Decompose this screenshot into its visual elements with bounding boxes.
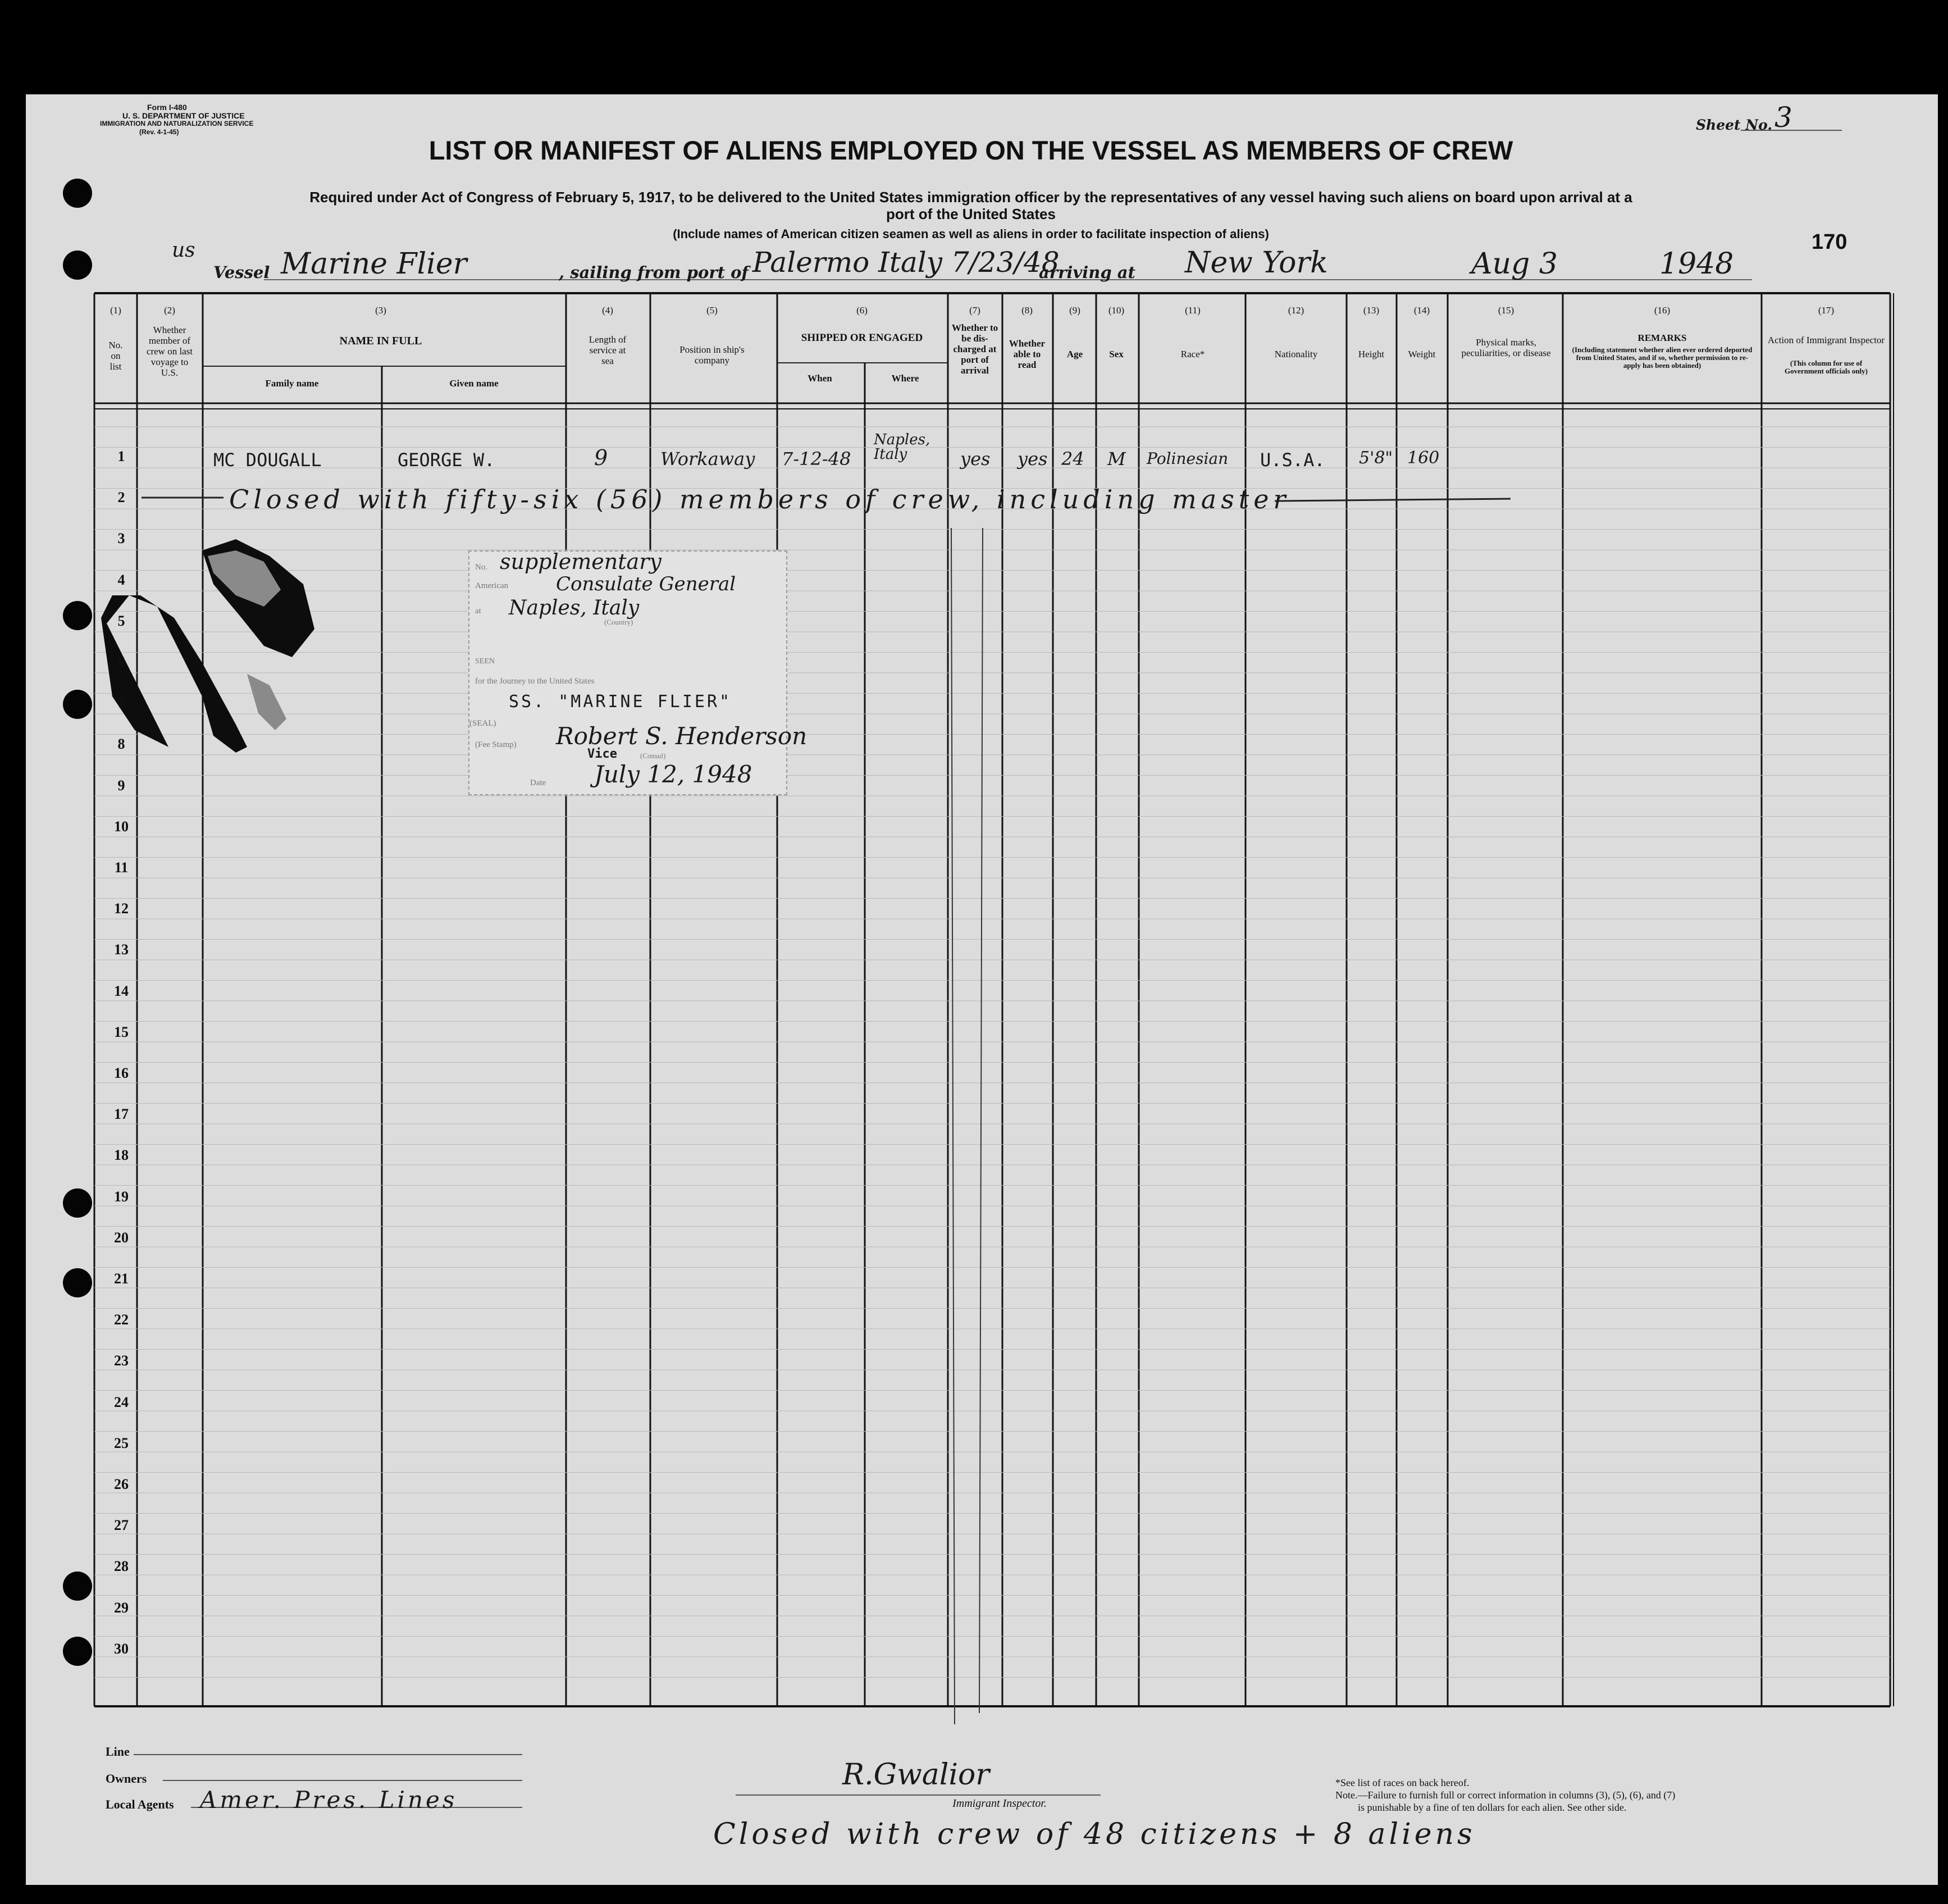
stamp-seal-label: (SEAL): [469, 719, 496, 728]
col1-header: No. on list: [108, 340, 123, 372]
inspector-label: Immigrant Inspector.: [952, 1797, 1047, 1810]
col17-number: (17): [1818, 305, 1835, 316]
entry-when: 7-12-48: [782, 448, 851, 470]
col14-header: Weight: [1408, 349, 1436, 359]
subtitle-line-2: port of the United States: [886, 206, 1056, 222]
stamp-country-label: (Country): [604, 618, 633, 626]
col13-header: Height: [1358, 349, 1385, 359]
col4-number: (4): [602, 305, 613, 316]
arrival-date: Aug 3: [1471, 247, 1558, 281]
row-number: 7: [117, 695, 125, 712]
stamp-vice: Vice: [587, 747, 617, 761]
row2-closing-note: Closed with fifty-six (56) members of crew, including master: [229, 484, 1290, 514]
col6-header: SHIPPED OR ENGAGED: [801, 332, 923, 344]
subtitle-line-1: Required under Act of Congress of February 5, 1917, to be delivered to the United States immigration officer by the representatives of any vessel having such aliens on board upon arrival at a: [309, 189, 1632, 206]
page-number: 170: [1812, 230, 1847, 254]
row-number: 17: [114, 1106, 129, 1123]
pen-stroke: [979, 528, 983, 1713]
local-agents-label: Local Agents: [106, 1797, 174, 1811]
col17-header: Action of Immigrant Inspector: [1767, 335, 1885, 345]
row-number: 28: [114, 1558, 129, 1575]
row-number: 26: [114, 1476, 129, 1492]
row-number: 9: [117, 777, 125, 794]
row-number: 8: [117, 736, 125, 753]
col4-header: Length of service at sea: [588, 334, 627, 366]
entry-nationality: U.S.A.: [1260, 449, 1325, 471]
stamp-ship-name: SS. "MARINE FLIER": [509, 692, 732, 712]
inspector-signature: R.Gwalior: [842, 1758, 990, 1792]
row-number: 1: [117, 448, 125, 464]
col6a-header: When: [808, 373, 832, 384]
col13-number: (13): [1363, 305, 1380, 316]
col5-number: (5): [706, 305, 718, 316]
vessel-name: Marine Flier: [281, 247, 467, 281]
arrival-year: 1948: [1659, 247, 1734, 281]
row-number: 24: [114, 1393, 129, 1410]
entry-given-name: GEORGE W.: [398, 449, 495, 471]
sailing-label: , sailing from port of: [559, 263, 749, 282]
pen-stroke: [951, 528, 955, 1724]
form-number: Form I-480: [147, 103, 187, 112]
stamp-supplementary: supplementary: [500, 549, 662, 574]
sailing-port: Palermo Italy 7/23/48: [752, 246, 1060, 279]
entry-family-name: MC DOUGALL: [213, 449, 322, 471]
sheet-label: Sheet No.: [1696, 117, 1773, 133]
row-number: 10: [114, 818, 129, 835]
entry-service: 9: [594, 445, 608, 470]
entry-sex: M: [1107, 448, 1126, 470]
stamp-consul-label: (Consul): [640, 751, 666, 760]
row-number: 5: [117, 612, 125, 629]
col9-header: Age: [1066, 349, 1083, 359]
col3-header: NAME IN FULL: [339, 335, 422, 347]
col16-header: REMARKS: [1637, 332, 1687, 343]
col3a-header: Family name: [265, 378, 319, 389]
entry-race: Polinesian: [1147, 449, 1229, 468]
entry-position: Workaway: [660, 448, 755, 470]
col5-header: Position in ship's company: [679, 344, 745, 366]
page-title: LIST OR MANIFEST OF ALIENS EMPLOYED ON THE VESSEL AS MEMBERS OF CREW: [428, 135, 1513, 165]
row-number: 18: [114, 1147, 129, 1164]
col17-subheader: (This column for use of Government officials only): [1784, 359, 1868, 375]
handwritten-dash: [1275, 499, 1511, 501]
owners-label: Owners: [106, 1771, 147, 1785]
stamp-signature: Robert S. Henderson: [556, 722, 808, 750]
stamp-no-label: No.: [475, 563, 488, 572]
row-number: 12: [114, 900, 129, 917]
stamp-fee-label: (Fee Stamp): [475, 740, 517, 749]
row-number: 29: [114, 1599, 129, 1616]
local-agents-value: Amer. Pres. Lines: [200, 1786, 458, 1814]
footer-closing-note: Closed with crew of 48 citizens + 8 aliens: [713, 1818, 1476, 1851]
seal-fragment: [247, 674, 286, 730]
races-note: *See list of races on back hereof.: [1335, 1777, 1470, 1788]
row-number: 19: [114, 1188, 129, 1205]
entry-height: 5'8": [1359, 448, 1393, 468]
col8-header: Whether able to read: [1009, 338, 1046, 370]
row-number: 6: [117, 654, 125, 670]
entry-discharged: yes: [960, 448, 991, 470]
col16-subheader: (Including statement whether alien ever ordered deported from United States, and if so, whether permission to re-apply has been obtained): [1572, 345, 1753, 370]
row-number: 25: [114, 1434, 129, 1451]
row-number: 30: [114, 1640, 129, 1657]
col3b-header: Given name: [449, 378, 499, 389]
row-number: 14: [114, 982, 129, 999]
department-label: U. S. DEPARTMENT OF JUSTICE: [122, 111, 245, 120]
col7-number: (7): [969, 305, 980, 316]
sheet-number: 3: [1774, 101, 1792, 134]
revision-label: (Rev. 4-1-45): [139, 128, 179, 136]
row-number: 21: [114, 1270, 129, 1287]
entry-read: yes: [1018, 448, 1048, 470]
row-number: 27: [114, 1517, 129, 1534]
embossed-seal-shadow: [101, 539, 314, 753]
penalty-note-line2: is punishable by a fine of ten dollars for each alien. See other side.: [1358, 1802, 1627, 1813]
stamp-date-label: Date: [530, 778, 546, 787]
row-number: 23: [114, 1352, 129, 1369]
row-number: 4: [117, 571, 125, 588]
entry-weight: 160: [1407, 448, 1440, 468]
col12-header: Nationality: [1274, 349, 1318, 359]
stamp-consulate: Consulate General: [556, 573, 736, 595]
col7-header: Whether to be dis-charged at port of arrival: [951, 322, 998, 376]
col10-header: Sex: [1109, 349, 1124, 359]
stamp-journey-label: for the Journey to the United States: [475, 677, 595, 686]
entry-where: Naples, Italy: [874, 431, 930, 463]
col11-number: (11): [1185, 305, 1201, 316]
vessel-prefix: us: [172, 239, 195, 262]
row-number: 2: [117, 489, 125, 506]
col2-header: Whether member of crew on last voyage to U.S.: [146, 325, 193, 378]
row-number: 11: [114, 859, 129, 876]
col15-number: (15): [1498, 305, 1514, 316]
line-label: Line: [106, 1744, 130, 1759]
stamp-seen-label: SEEN: [475, 657, 495, 666]
row-number: 13: [114, 941, 129, 958]
col12-number: (12): [1288, 305, 1304, 316]
col3-number: (3): [375, 305, 386, 316]
row-number: 15: [114, 1023, 129, 1040]
stamp-american-label: American: [475, 581, 509, 590]
arriving-label: arriving at: [1039, 263, 1135, 282]
entry-age: 24: [1061, 448, 1084, 470]
col16-number: (16): [1654, 305, 1671, 316]
col9-number: (9): [1069, 305, 1080, 316]
col6b-header: Where: [891, 373, 919, 384]
col6-number: (6): [856, 305, 868, 316]
col15-header: Physical marks, peculiarities, or disease: [1461, 337, 1551, 358]
col1-number: (1): [110, 305, 121, 316]
vessel-label: Vessel: [213, 263, 270, 282]
service-label: IMMIGRATION AND NATURALIZATION SERVICE: [100, 120, 254, 127]
stamp-place: Naples, Italy: [509, 596, 640, 620]
penalty-note-line1: Note.—Failure to furnish full or correct information in columns (3), (5), (6), and (7): [1335, 1789, 1676, 1801]
row-number: 3: [117, 530, 125, 547]
col14-number: (14): [1413, 305, 1430, 316]
stamp-date-value: July 12, 1948: [594, 760, 752, 788]
col11-header: Race*: [1180, 349, 1205, 359]
row-number: 22: [114, 1311, 129, 1328]
col2-number: (2): [164, 305, 175, 316]
col10-number: (10): [1108, 305, 1125, 316]
row-number: 16: [114, 1065, 129, 1081]
row-number: 20: [114, 1229, 129, 1246]
arriving-port: New York: [1185, 246, 1328, 280]
subtitle-note: (Include names of American citizen seamen as well as aliens in order to facilitate inspection of aliens): [673, 227, 1269, 241]
col8-number: (8): [1021, 305, 1033, 316]
stamp-at-label: at: [475, 607, 481, 616]
